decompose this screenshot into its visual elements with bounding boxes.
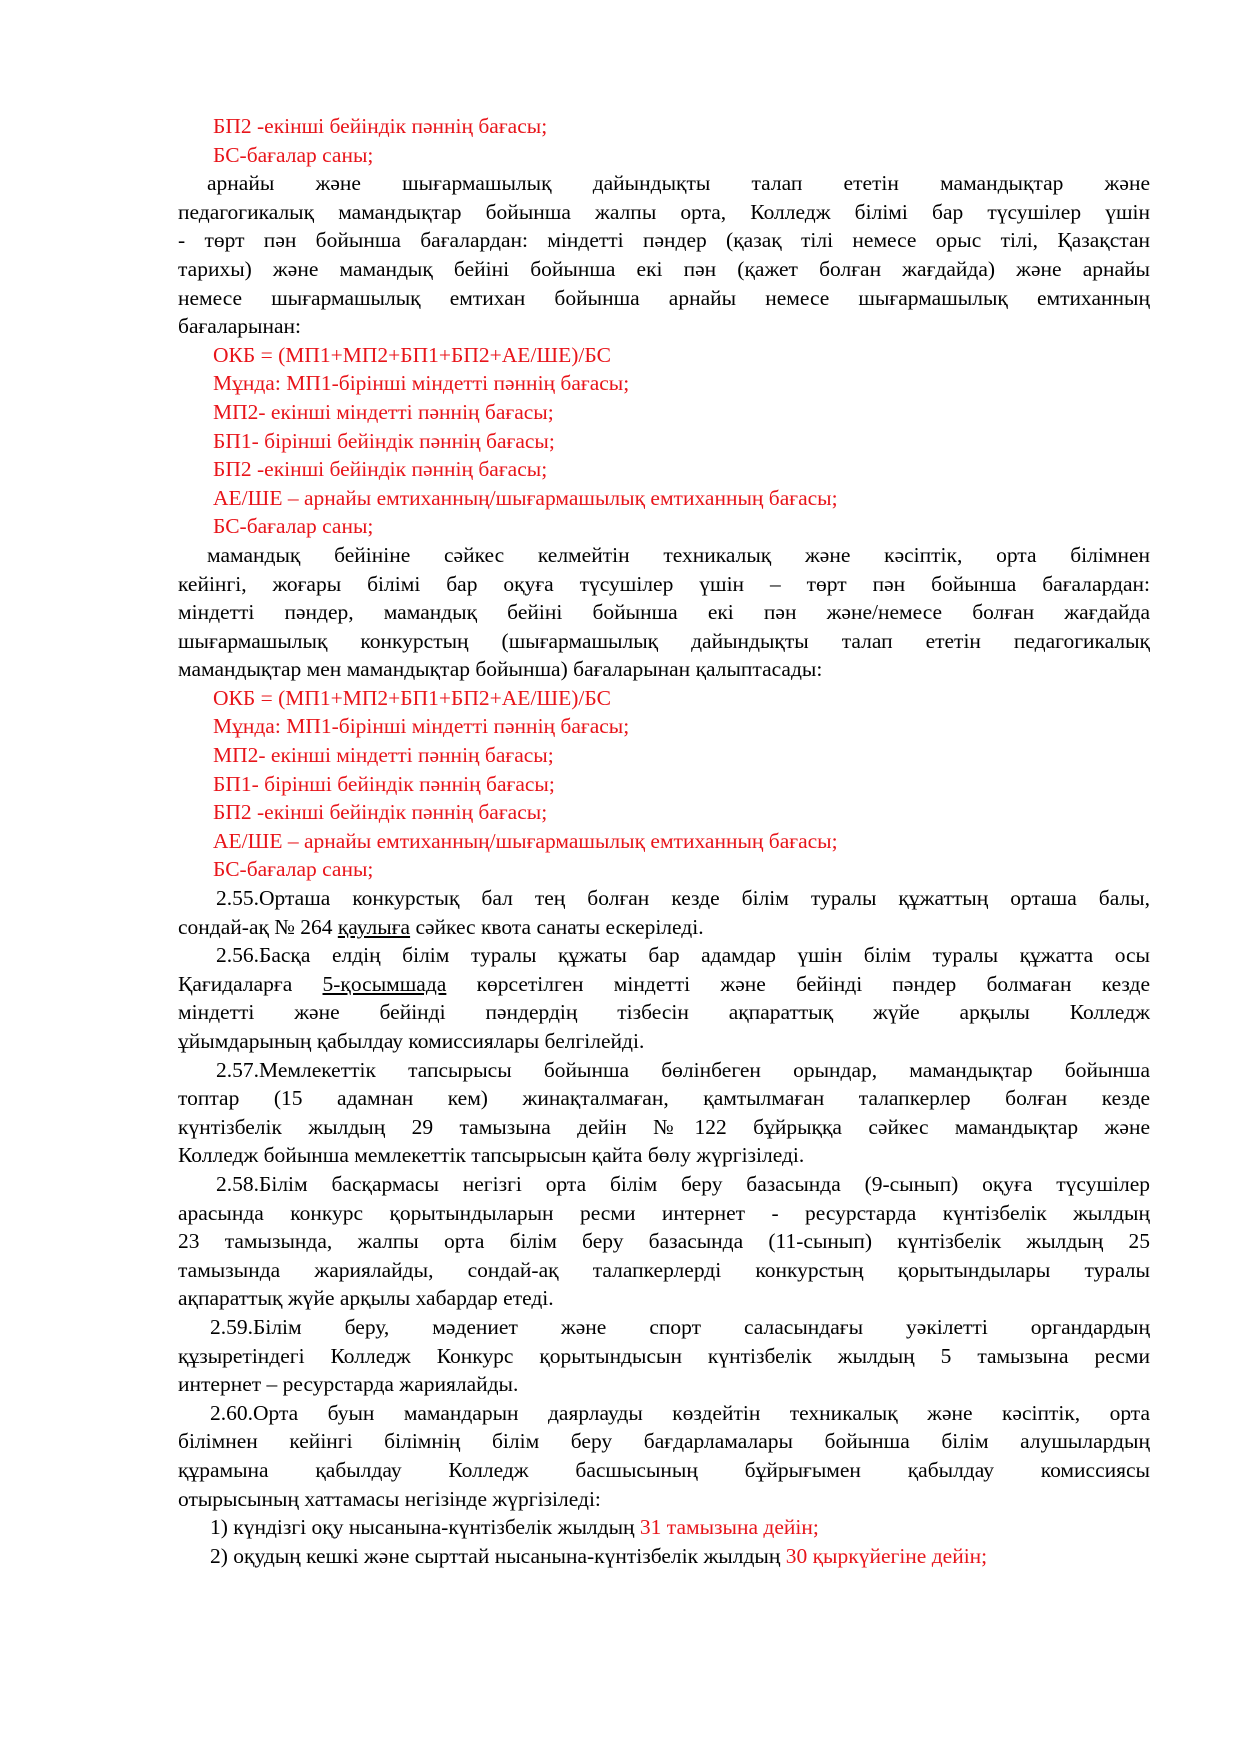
clause-2-57-line: топтар (15 адамнан кем) жинақталмаған, қамтылмаған талапкерлер болған кезде: [178, 1086, 1150, 1111]
text-span: сондай-ақ № 264: [178, 914, 338, 939]
definition-line: БП2 -екінші бейіндік пәннің бағасы;: [213, 457, 548, 482]
definition-line: АЕ/ШЕ – арнайы емтиханның/шығармашылық емтиханның бағасы;: [213, 485, 838, 510]
paragraph-line: міндетті пәндер, мамандық бейіні бойынша екі пән және/немесе болған жағдайда: [178, 600, 1150, 625]
paragraph-line: мамандық бейініне сәйкес келмейтін техникалық және кәсіптік, орта білімнен: [207, 542, 1150, 567]
clause-2-60-line: 2.60.Орта буын мамандарын даярлауды көздейтін техникалық және кәсіптік, орта: [210, 1400, 1150, 1425]
reference-link-kaulyga[interactable]: қаулыға: [337, 914, 411, 939]
definition-line: БП1- бірінші бейіндік пәннің бағасы;: [213, 771, 555, 796]
formula-line: ОКБ = (МП1+МП2+БП1+БП2+АЕ/ШЕ)/БС: [213, 342, 611, 367]
clause-2-57-line: күнтізбелік жылдың 29 тамызына дейін №122 бұйрыққа сәйкес мамандықтар және: [178, 1114, 1150, 1139]
clause-2-58-line: арасында конкурс қорытындыларын ресми интернет - ресурстарда күнтізбелік жылдың: [178, 1200, 1150, 1225]
paragraph-line: кейінгі, жоғары білімі бар оқуға түсушілер үшін – төрт пән бойынша бағалардан:: [178, 571, 1150, 596]
paragraph-line: тарихы) және мамандық бейіні бойынша екі пән (қажет болған жағдайда) және арнайы: [178, 256, 1150, 281]
paragraph-line: шығармашылық конкурстың (шығармашылық дайындықты талап ететін педагогикалық: [178, 628, 1150, 653]
clause-2-55-line: [178, 913, 1150, 942]
definition-line: МП2- екінші міндетті пәннің бағасы;: [213, 399, 554, 424]
definition-line: БС-бағалар саны;: [213, 514, 374, 539]
clause-2-57-line: 2.57.Мемлекеттік тапсырысы бойынша бөлінбеген орындар, мамандықтар бойынша: [216, 1057, 1150, 1082]
list-item-1: [178, 1513, 1150, 1542]
clause-2-59-line: интернет – ресурстарда жариялайды.: [178, 1372, 519, 1397]
clause-2-57-line: Колледж бойынша мемлекеттік тапсырысын қайта бөлу жүргізіледі.: [178, 1143, 805, 1168]
paragraph-line: педагогикалық мамандықтар бойынша жалпы орта, Колледж білімі бар түсушілер үшін: [178, 199, 1150, 224]
deadline-text: 30 қыркүйегіне дейін;: [785, 1543, 988, 1568]
clause-2-58-line: ақпараттық жүйе арқылы хабардар етеді.: [178, 1286, 554, 1311]
clause-2-60-line: білімнен кейінгі білімнің білім беру бағдарламалары бойынша білім алушылардың: [178, 1429, 1150, 1454]
reference-link-appendix-5[interactable]: 5-қосымшада: [322, 971, 447, 996]
clause-2-58-line: 2.58.Білім басқармасы негізгі орта білім беру базасында (9-сынып) оқуға түсушілер: [216, 1171, 1150, 1196]
clause-2-56-line: ұйымдарының қабылдау комиссиялары белгілейді.: [178, 1029, 645, 1053]
definition-line: БС-бағалар саны;: [213, 142, 374, 167]
clause-2-59-line: құзыретіндегі Колледж Конкурс қорытындысын күнтізбелік жылдың 5 тамызына ресми: [178, 1343, 1150, 1368]
definition-line: БП1- бірінші бейіндік пәннің бағасы;: [213, 428, 555, 453]
clause-2-56-line: 2.56.Басқа елдің білім туралы құжаты бар адамдар үшін білім туралы құжатта осы: [216, 943, 1150, 968]
definition-line: БС-бағалар саны;: [213, 857, 374, 882]
clause-2-56-line: [178, 970, 1150, 999]
definition-line: БП2 -екінші бейіндік пәннің бағасы;: [213, 800, 548, 825]
definition-line: Мұнда: МП1-бірінші міндетті пәннің бағасы;: [213, 714, 630, 739]
clause-2-55-line: 2.55.Орташа конкурстық бал тең болған кезде білім туралы құжаттың орташа балы,: [216, 886, 1150, 911]
definition-line: АЕ/ШЕ – арнайы емтиханның/шығармашылық емтиханның бағасы;: [213, 828, 838, 853]
definition-line: Мұнда: МП1-бірінші міндетті пәннің бағасы;: [213, 371, 630, 396]
paragraph-line: - төрт пән бойынша бағалардан: міндетті пәндер (қазақ тілі немесе орыс тілі, Қазақстан: [178, 228, 1150, 253]
clause-2-59-line: 2.59.Білім беру, мәдениет және спорт саласындағы уәкілетті органдардың: [210, 1314, 1150, 1339]
paragraph-line: арнайы және шығармашылық дайындықты талап ететін мамандықтар және: [207, 171, 1150, 196]
text-span: Қағидаларға: [178, 971, 323, 996]
list-item-2: [178, 1542, 1150, 1571]
clause-2-58-line: 23 тамызында, жалпы орта білім беру базасында (11-сынып) күнтізбелік жылдың 25: [178, 1229, 1150, 1254]
clause-2-60-line: отырысының хаттамасы негізінде жүргізіледі:: [178, 1486, 601, 1511]
text-span: көрсетілген міндетті және бейінді пәндер болмаған кезде: [446, 971, 1150, 996]
paragraph-line: мамандықтар мен мамандықтар бойынша) бағаларынан қалыптасады:: [178, 657, 823, 682]
text-span: сәйкес квота санаты ескеріледі.: [410, 914, 704, 939]
clause-2-60-line: құрамына қабылдау Колледж басшысының бұйрығымен қабылдау комиссиясы: [178, 1457, 1150, 1482]
definition-line: МП2- екінші міндетті пәннің бағасы;: [213, 743, 554, 768]
formula-line: ОКБ = (МП1+МП2+БП1+БП2+АЕ/ШЕ)/БС: [213, 685, 611, 710]
paragraph-line: бағаларынан:: [178, 314, 302, 339]
deadline-text: 31 тамызына дейін;: [639, 1515, 819, 1540]
list-item-text: 2) оқудың кешкі және сырттай нысанына-күнтізбелік жылдың: [210, 1543, 786, 1568]
clause-2-56-line: міндетті және бейінді пәндердің тізбесін ақпараттық жүйе арқылы Колледж: [178, 1000, 1150, 1025]
definition-line: БП2 -екінші бейіндік пәннің бағасы;: [213, 114, 548, 138]
clause-2-58-line: тамызында жариялайды, сондай-ақ талапкерлерді конкурстың қорытындылары туралы: [178, 1257, 1150, 1282]
list-item-text: 1) күндізгі оқу нысанына-күнтізбелік жылдың: [210, 1515, 640, 1540]
paragraph-line: немесе шығармашылық емтихан бойынша арнайы немесе шығармашылық емтиханның: [178, 285, 1150, 310]
